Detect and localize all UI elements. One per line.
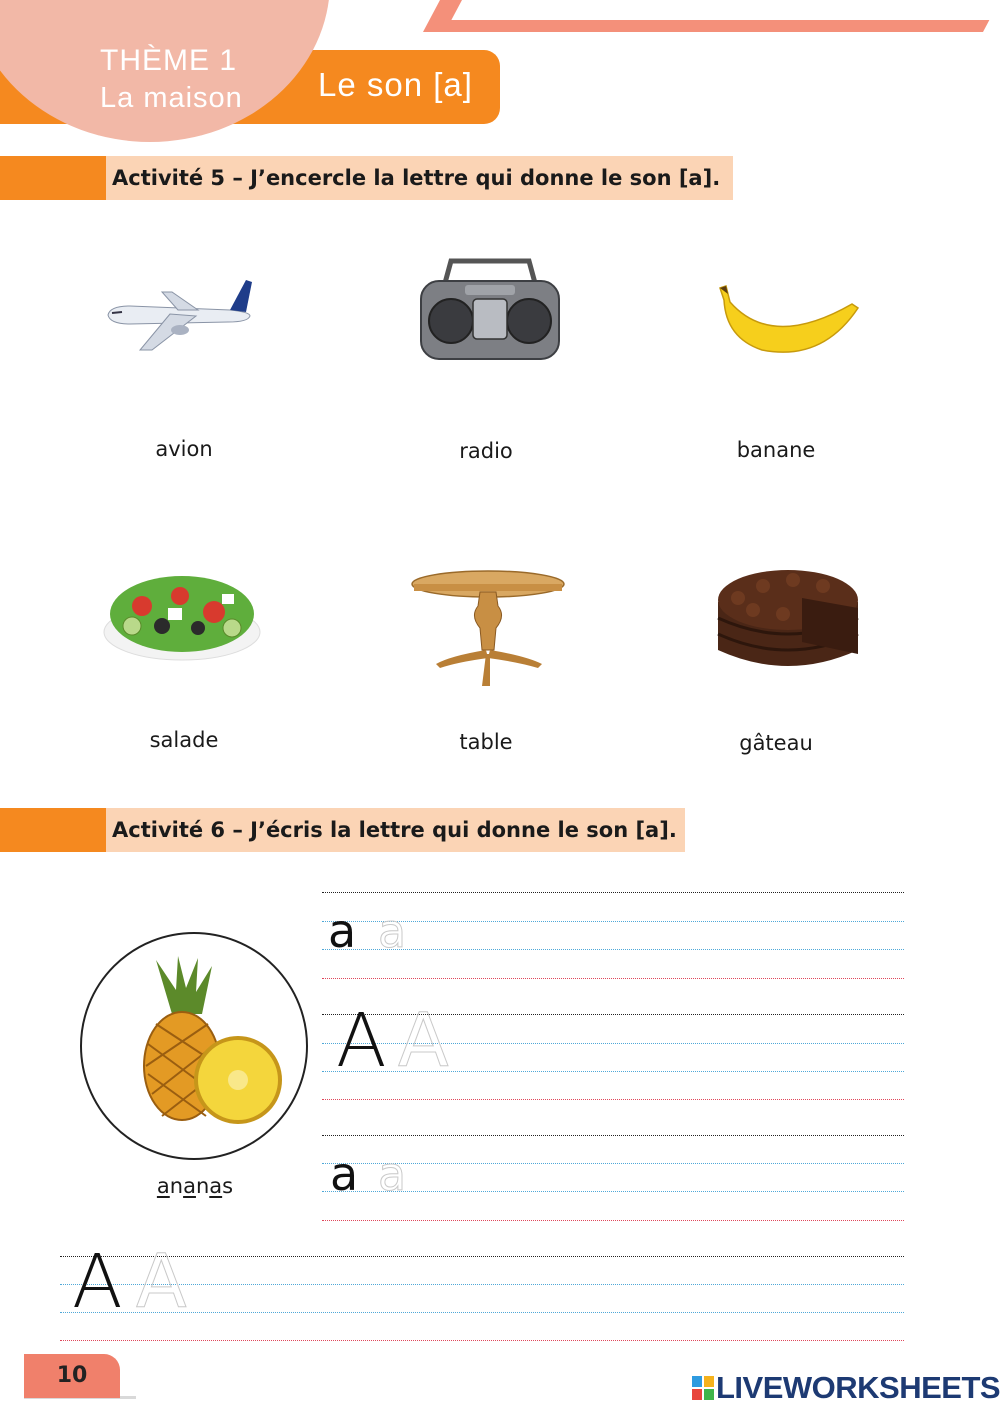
model-letter-a: a (328, 904, 357, 958)
ananas-letter: n (169, 1174, 184, 1198)
liveworksheets-brand[interactable]: LIVEWORKSHEETS (716, 1370, 1000, 1405)
salad-icon (102, 556, 262, 664)
trace-letter-A: A (136, 1239, 187, 1325)
model-letter-A: A (336, 998, 387, 1084)
word-banane: banane (736, 438, 816, 462)
word-avion: avion (155, 437, 213, 461)
word-salade: salade (149, 728, 219, 752)
model-letter-a: a (330, 1147, 359, 1201)
chocolate-cake-icon (708, 558, 868, 682)
liveworksheets-logo-icon (692, 1376, 714, 1400)
trace-letter-a: a (378, 1147, 407, 1201)
word-gateau: gâteau (739, 731, 813, 755)
theme-name: La maison (100, 82, 243, 114)
ananas-letter: n (195, 1174, 210, 1198)
ananas-letter-a: a (209, 1174, 223, 1198)
activity5-title: Activité 5 – J’encercle la lettre qui donne le son [a]. (106, 156, 733, 200)
trace-letter-a: a (378, 904, 407, 958)
ananas-letter: s (222, 1174, 234, 1198)
header-decor-stripe-gap (451, 0, 1000, 20)
banana-icon (712, 280, 862, 360)
theme-label: THÈME 1 (100, 44, 238, 77)
word-ananas (130, 1174, 260, 1198)
ananas-letter-a: a (156, 1174, 170, 1198)
lesson-title: Le son [a] (318, 66, 473, 103)
word-table: table (459, 730, 513, 754)
round-table-icon (410, 566, 566, 690)
trace-letter-A: A (398, 998, 449, 1084)
pineapple-icon (126, 954, 286, 1124)
page-number: 10 (56, 1363, 88, 1388)
ananas-letter-a: a (183, 1174, 196, 1198)
boombox-radio-icon (415, 255, 565, 365)
activity6-strip (0, 808, 106, 852)
word-radio: radio (459, 439, 513, 463)
activity6-title: Activité 6 – J’écris la lettre qui donne le son [a]. (106, 808, 685, 852)
model-letter-A: A (72, 1239, 123, 1325)
activity5-strip (0, 156, 106, 200)
airplane-icon (100, 270, 260, 355)
